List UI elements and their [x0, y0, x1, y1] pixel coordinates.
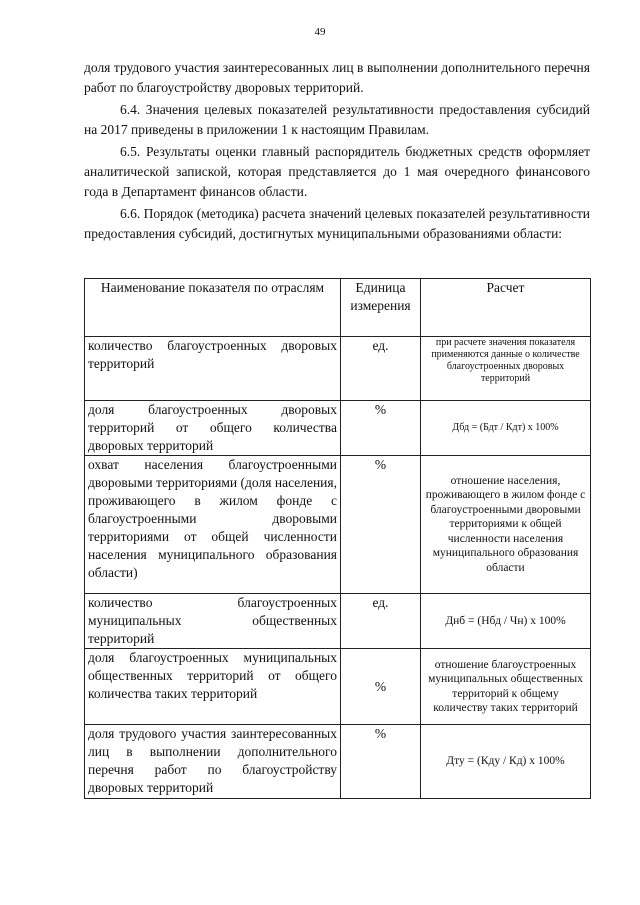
- table-row: [85, 456, 591, 594]
- row-calc: отношение населения, проживающего в жилом фонде с благоустроенными дворовыми территориями к общей численности населения муниципального образования области: [421, 456, 591, 594]
- row-unit: %: [341, 456, 421, 594]
- table-row: [85, 649, 591, 725]
- row-calc: Дбд = (Бдт / Кдт) х 100%: [421, 401, 591, 456]
- paragraph-6-4: 6.4. Значения целевых показателей результативности предоставления субсидий на 2017 приведены в приложении 1 к настоящим Правилам.: [84, 102, 590, 137]
- row-unit: %: [341, 725, 421, 799]
- table-row: [85, 594, 591, 649]
- header-calc: Расчет: [421, 279, 591, 337]
- row-name: количество благоустроенных дворовых территорий: [85, 337, 341, 401]
- row-name: доля трудового участия заинтересованных лиц в выполнении дополнительного перечня работ по благоустройству дворовых территорий: [85, 725, 341, 799]
- table-header-row: [85, 279, 591, 337]
- row-calc: при расчете значения показателя применяются данные о количестве благоустроенных дворовых территорий: [421, 337, 591, 401]
- paragraph-6-5: 6.5. Результаты оценки главный распорядитель бюджетных средств оформляет аналитической запиской, которая представляется до 1 мая очередного финансового года в Департамент финансов области.: [84, 144, 590, 199]
- row-unit: %: [341, 649, 421, 725]
- row-calc: Дту = (Кду / Кд) х 100%: [421, 725, 591, 799]
- row-unit: %: [341, 401, 421, 456]
- page-number: 49: [314, 26, 326, 38]
- table-row: [85, 401, 591, 456]
- paragraph-continuation: доля трудового участия заинтересованных лиц в выполнении дополнительного перечня работ по благоустройству дворовых территорий.: [84, 60, 590, 95]
- table-row: [85, 725, 591, 799]
- row-unit: ед.: [341, 337, 421, 401]
- paragraph-6-6: 6.6. Порядок (методика) расчета значений целевых показателей результативности предоставления субсидий, достигнутых муниципальными образованиями области:: [84, 206, 590, 241]
- row-name: доля благоустроенных дворовых территорий от общего количества дворовых территорий: [85, 401, 341, 456]
- header-name: Наименование показателя по отраслям: [85, 279, 341, 337]
- header-unit: Единица измерения: [341, 279, 421, 337]
- row-name: доля благоустроенных муниципальных общественных территорий от общего количества таких территорий: [85, 649, 341, 725]
- indicators-table: [84, 278, 591, 799]
- row-calc: отношение благоустроенных муниципальных общественных территорий к общему количеству таких территорий: [421, 649, 591, 725]
- row-name: количество благоустроенных муниципальных общественных территорий: [85, 594, 341, 649]
- row-name: охват населения благоустроенными дворовыми территориями (доля населения, проживающего в жилом фонде с благоустроенными дворовыми территориями от общей численности населения муниципального образования области): [85, 456, 341, 594]
- table-row: [85, 337, 591, 401]
- row-unit: ед.: [341, 594, 421, 649]
- row-calc: Днб = (Нбд / Чн) х 100%: [421, 594, 591, 649]
